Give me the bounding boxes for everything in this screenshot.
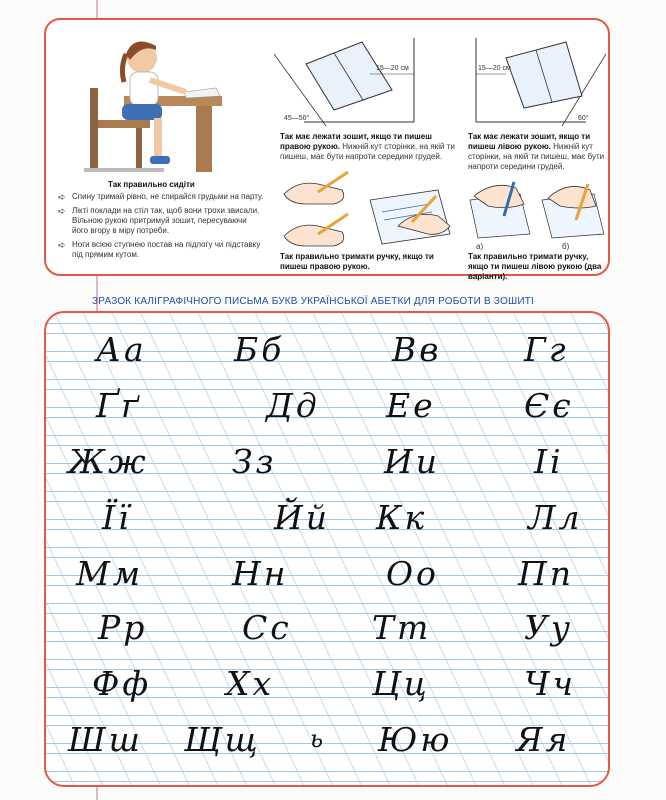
left-pen-caption: Так правильно тримати ручку, якщо ти пишеш лівою рукою (два варіанти).: [468, 252, 602, 281]
posture-tip: ➪ Ноги всією ступнею постав на підлогу чи підставку під прямим кутом.: [58, 240, 261, 259]
letter-pair: Щщ: [184, 720, 261, 759]
alphabet-heading: ЗРАЗОК КАЛІГРАФІЧНОГО ПИСЬМА БУКВ УКРАЇНСЬКОЇ АБЕТКИ ДЛЯ РОБОТИ В ЗОШИТІ: [92, 296, 534, 307]
left-notebook-caption: Так має лежати зошит, якщо ти пишеш лівою рукою. Нижній кут сторінки, на якій ти пишеш, має бути напроти середини грудей.: [468, 132, 605, 171]
letter-pair: Шш: [68, 720, 143, 759]
letter-pair: Єє: [524, 386, 574, 425]
letter-pair: Уу: [524, 608, 573, 647]
letter-pair: Юю: [378, 720, 453, 759]
letter-pair: Жж: [68, 442, 149, 481]
sitting-title: Так правильно сидіти: [108, 180, 195, 189]
soft-sign-letter: ь: [310, 725, 327, 753]
letter-pair: Дд: [266, 386, 320, 425]
pointer-arrow-icon: ➪: [58, 240, 66, 250]
distance-label: 15—20 см: [376, 65, 409, 72]
letter-pair: Чч: [524, 664, 577, 703]
variant-a-label: а): [476, 242, 484, 251]
letter-pair: Її: [102, 498, 132, 537]
letter-pair: Іі: [534, 442, 564, 481]
alphabet-panel: [44, 311, 610, 787]
letter-pair: Рр: [98, 608, 148, 647]
letter-pair: Лл: [528, 498, 583, 537]
sitting-section: [46, 20, 270, 274]
letter-pair: Гг: [524, 330, 569, 369]
pointer-arrow-icon: ➪: [58, 192, 66, 202]
variant-b-label: б): [562, 242, 570, 251]
letter-pair: Мм: [76, 554, 144, 593]
letter-pair: Ии: [384, 442, 441, 481]
left-hand-pen-grip-illustration: [464, 176, 608, 240]
right-hand-section: [270, 20, 462, 274]
letter-pair: Кк: [376, 498, 428, 537]
letter-pair: Фф: [92, 664, 152, 703]
left-hand-notebook-diagram: [466, 34, 606, 130]
pointer-arrow-icon: ➪: [58, 206, 66, 216]
letter-pair: Тт: [372, 608, 432, 647]
letter-pair: Сс: [242, 608, 292, 647]
posture-tip: ➪ Лікті поклади на стіл так, щоб вони трохи звисали. Вільною рукою притримуй зошит, пересуваючи його вгору в міру потреби.: [58, 206, 260, 235]
letter-pair: Цц: [372, 664, 430, 703]
letter-pair: Яя: [516, 720, 571, 759]
instructions-panel: [44, 18, 610, 281]
letter-pair: Нн: [232, 554, 289, 593]
letter-pair: Ее: [386, 386, 436, 425]
letter-pair: Ґґ: [96, 386, 142, 425]
letter-pair: Бб: [234, 330, 285, 369]
girl-at-desk-illustration: [76, 28, 226, 176]
right-notebook-caption: Так має лежати зошит, якщо ти пишеш правою рукою. Нижній кут сторінки, на якій ти пишеш, має бути напроти середини грудей.: [280, 132, 455, 161]
letter-pair: Хх: [226, 664, 275, 703]
letter-pair: Аа: [96, 330, 147, 369]
angle-label: 45—50°: [284, 115, 310, 122]
left-hand-section: [462, 20, 612, 281]
letter-pair: Зз: [232, 442, 277, 481]
letter-pair: Пп: [518, 554, 575, 593]
letter-pair: Вв: [392, 330, 442, 369]
posture-tips-list: [58, 192, 264, 264]
letter-pair: Йй: [274, 498, 331, 537]
letter-pair: Оо: [386, 554, 439, 593]
right-hand-pen-grip-illustration: [278, 170, 454, 256]
posture-tip: ➪ Спину тримай рівно, не спирайся грудьми на парту.: [58, 192, 264, 202]
angle-label: 60°: [578, 115, 589, 122]
right-pen-caption: Так правильно тримати ручку, якщо ти пишеш правою рукою.: [280, 252, 434, 271]
right-hand-notebook-diagram: [274, 34, 454, 130]
distance-label: 15—20 см: [478, 65, 511, 72]
